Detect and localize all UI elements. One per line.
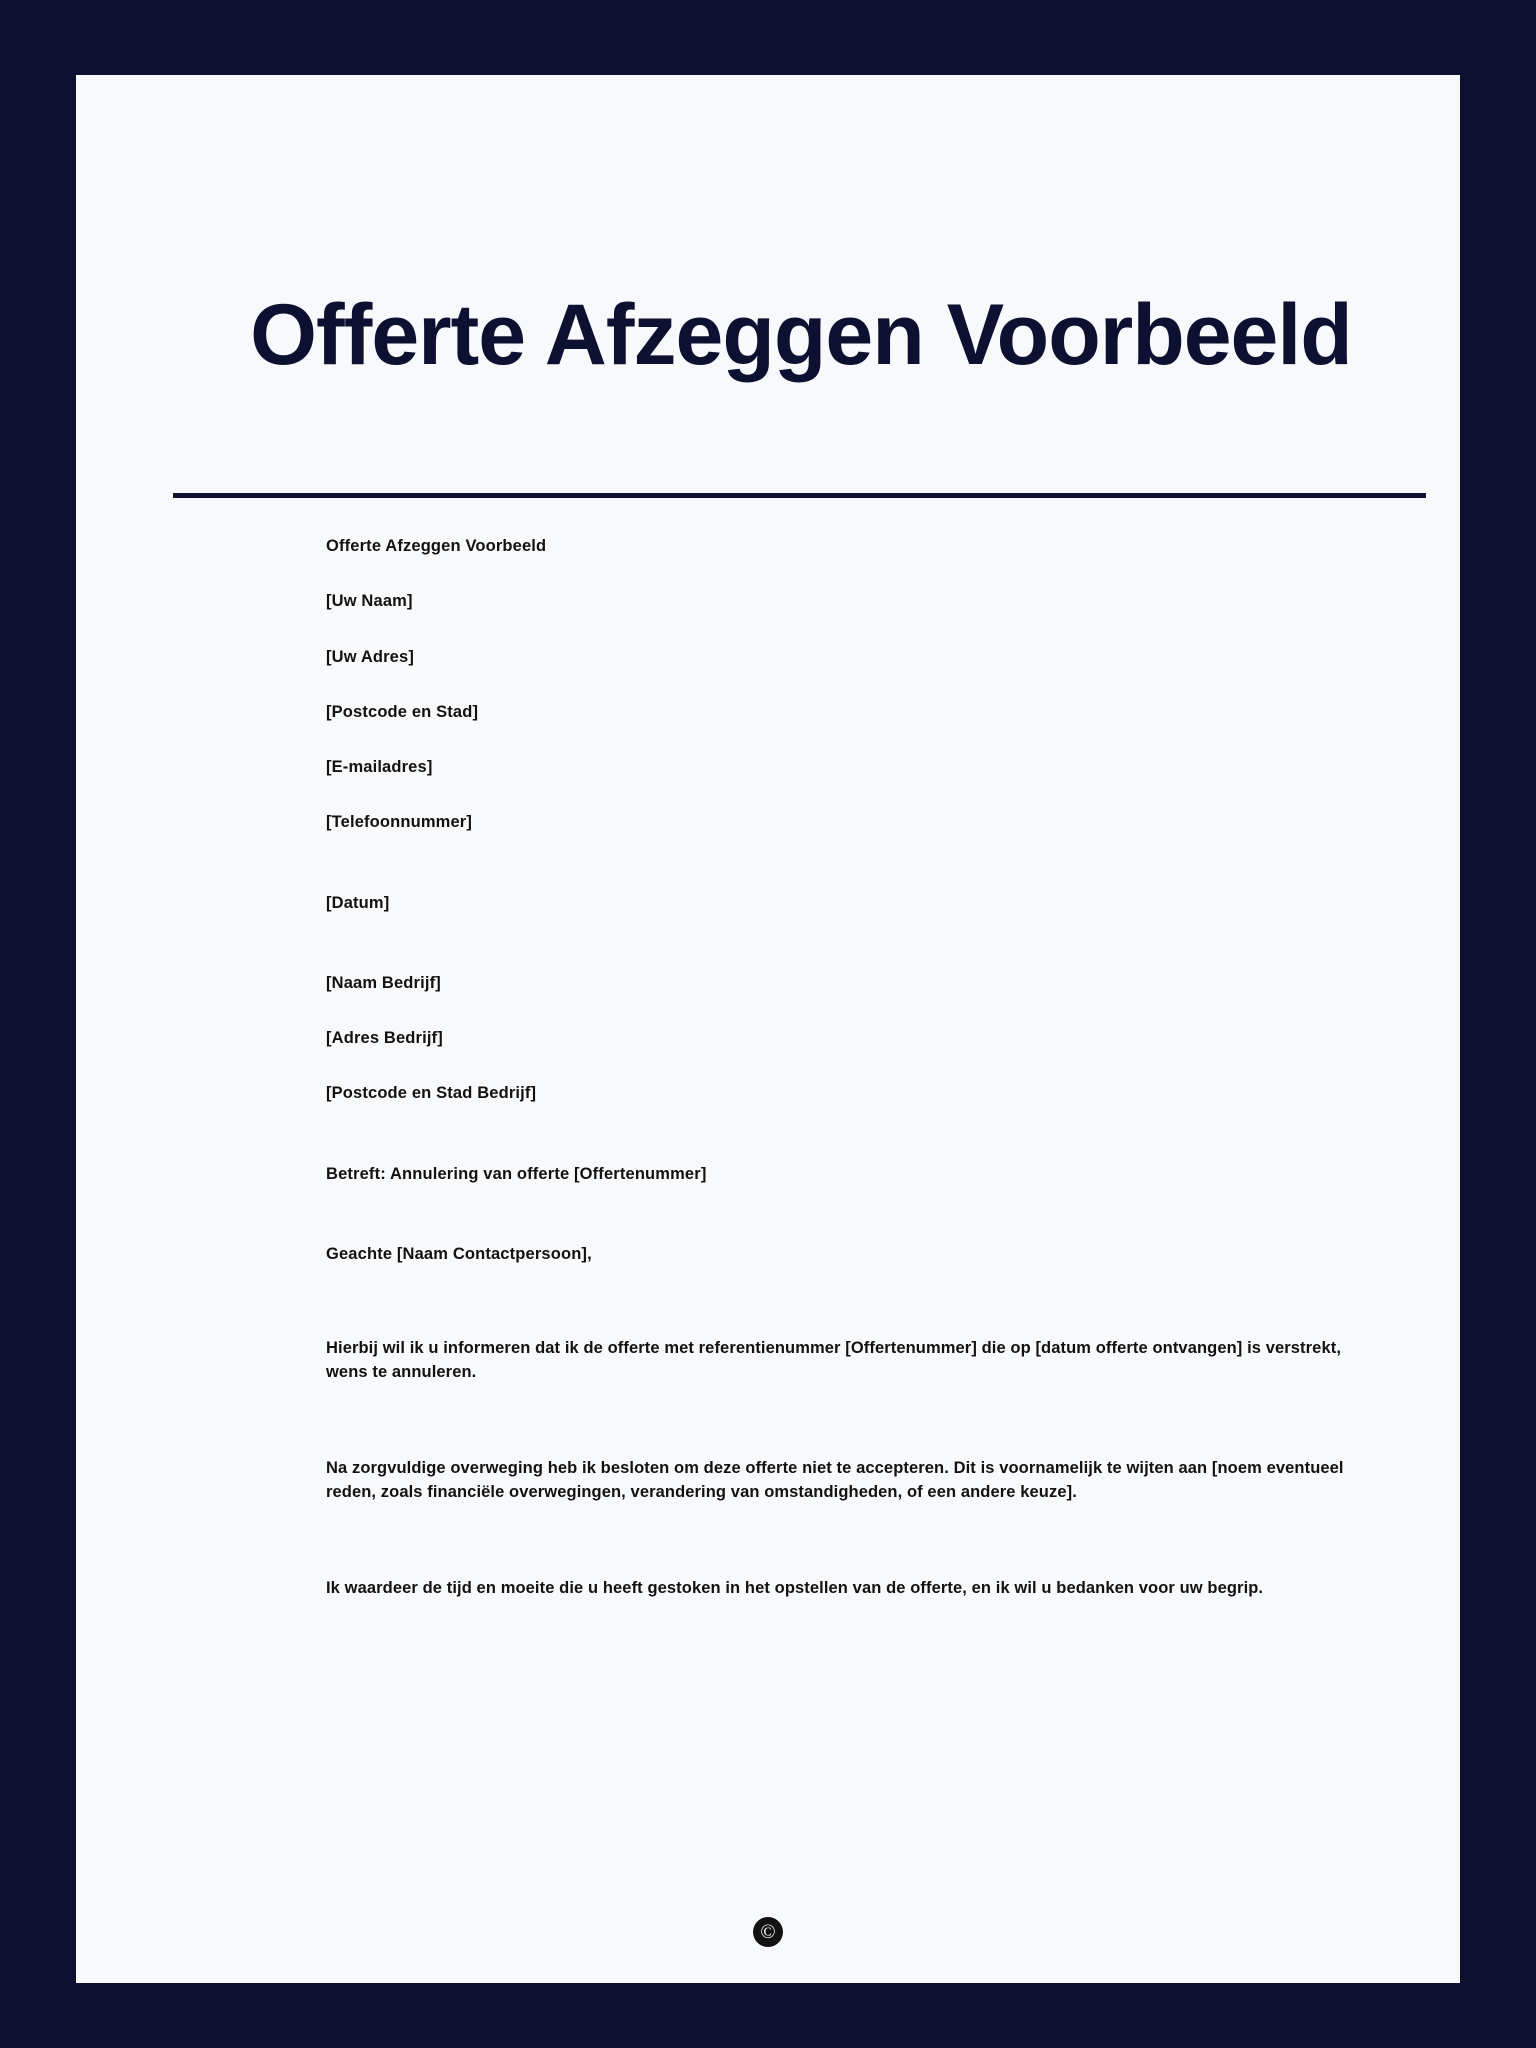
page-title: Offerte Afzeggen Voorbeeld [250,287,1352,383]
sender-postcode-city: [Postcode en Stad] [326,702,479,721]
document-page [76,75,1460,1983]
subject-line: Betreft: Annulering van offerte [Offertenummer] [326,1164,707,1183]
document-date: [Datum] [326,893,390,912]
salutation: Geachte [Naam Contactpersoon], [326,1244,592,1263]
footer [76,1917,1460,1947]
sender-name: [Uw Naam] [326,592,413,611]
document-body [326,535,1366,1601]
body-heading: Offerte Afzeggen Voorbeeld [326,537,547,555]
paragraph-1: Hierbij wil ik u informeren dat ik de offerte met referentienummer [Offertenummer] die op [datum offerte ontvangen] is verstrekt, wens te annuleren. [326,1339,1342,1382]
recipient-address: [Adres Bedrijf] [326,1029,443,1048]
paragraph-3: Ik waardeer de tijd en moeite die u heeft gestoken in het opstellen van de offerte, en ik wil u bedanken voor uw begrip. [326,1578,1264,1597]
copyright-icon: © [753,1917,783,1947]
title-divider [173,493,1426,498]
recipient-postcode-city: [Postcode en Stad Bedrijf] [326,1084,537,1103]
sender-email: [E-mailadres] [326,758,433,777]
sender-phone: [Telefoonnummer] [326,813,473,832]
sender-address: [Uw Adres] [326,647,414,666]
paragraph-2: Na zorgvuldige overweging heb ik besloten om deze offerte niet te accepteren. Dit is voornamelijk te wijten aan [noem eventueel reden, zoals financiële overwegingen, verandering van omstandigheden, of een andere keuze]. [326,1459,1344,1501]
recipient-company: [Naam Bedrijf] [326,973,441,992]
